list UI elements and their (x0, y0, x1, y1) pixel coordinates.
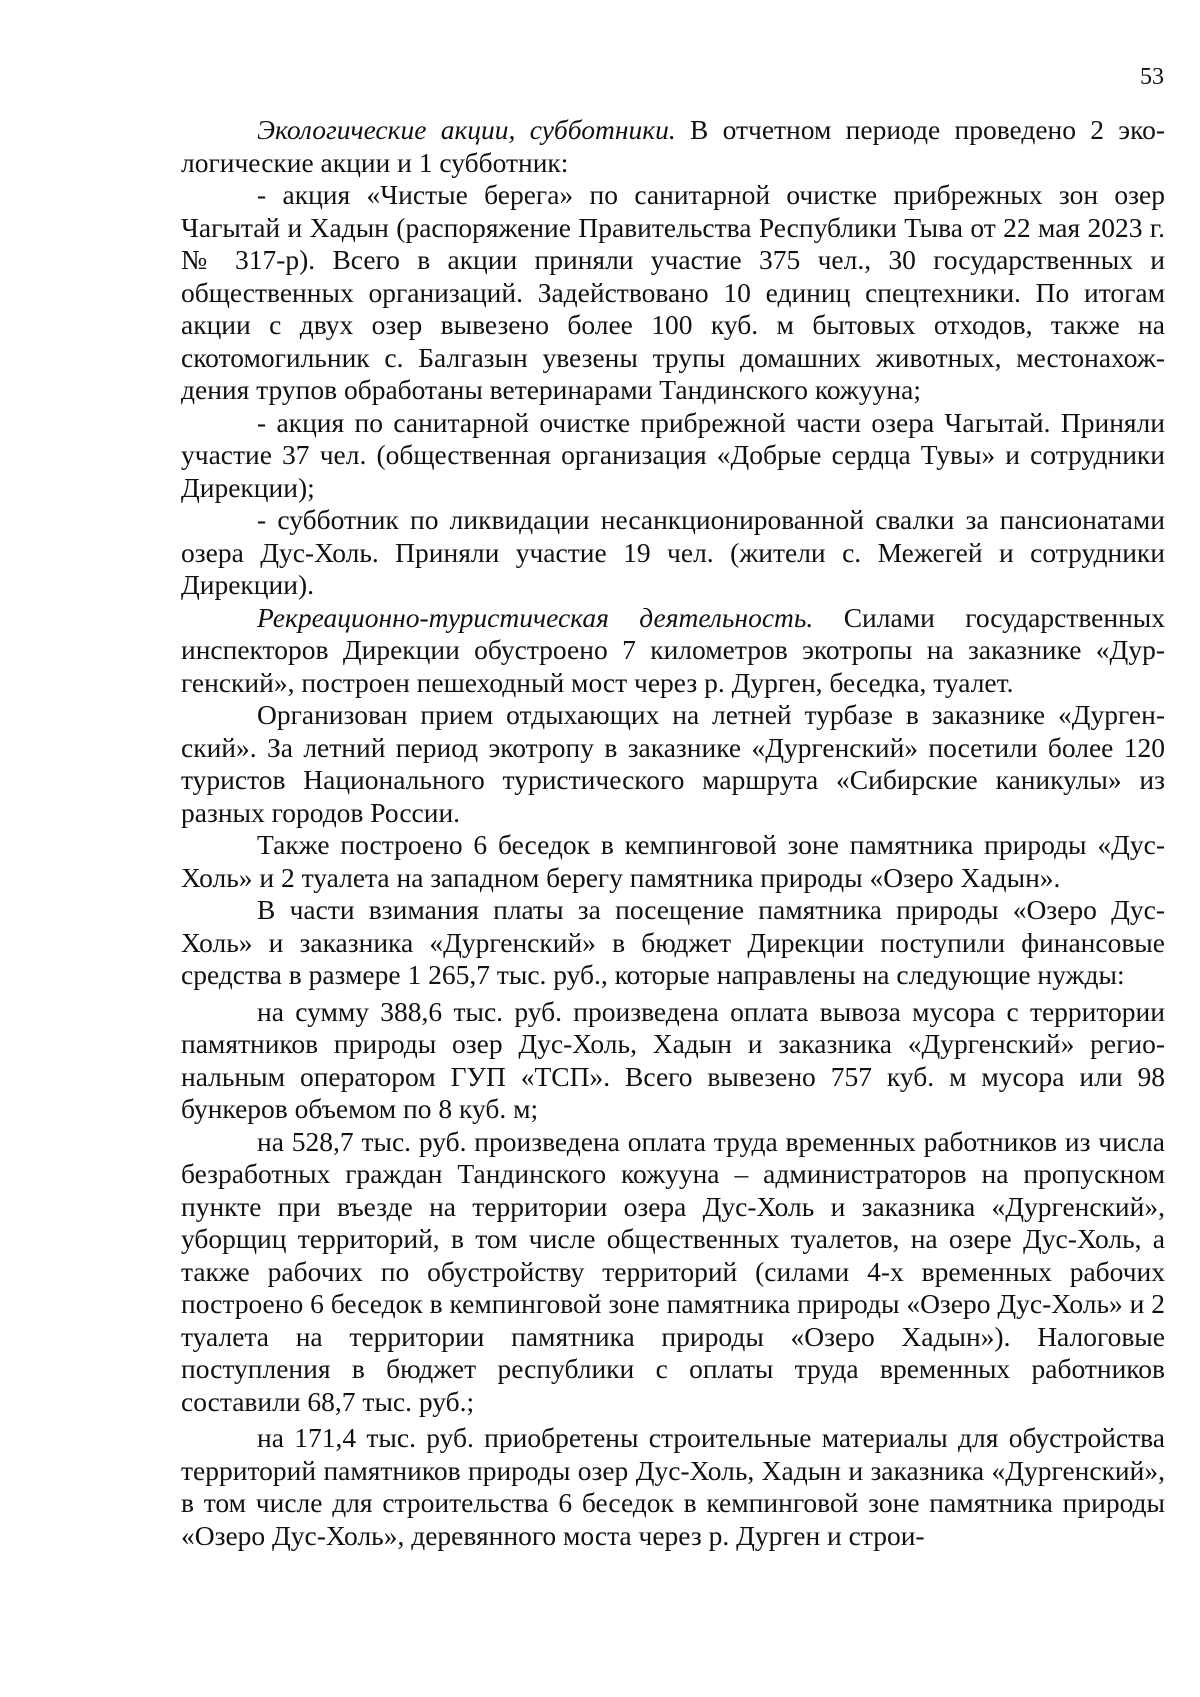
section-lead-recreation: Рекреационно-туристическая деятельность. (257, 601, 814, 633)
paragraph-recreation-tourism (181, 602, 1165, 700)
page-number: 53 (1140, 64, 1164, 90)
paragraph-temporary-workers-payment: на 528,7 тыс. руб. произведена оплата труда временных работников из числа безработных граждан Тандинского кожууна – администраторов на пропускном пункте при въезде на территории озера Дус-Холь и заказника «Дургенский», уборщиц территорий, в том числе общественных туалетов, на озере Дус-Холь, а также рабочих по обустройству территорий (силами 4-х временных рабочих построено 6 беседок в кемпинговой зоне памятника природы «Озеро Дус-Холь» и 2 туалета на территории памятника природы «Озеро Хадын»). Налоговые поступления в бюджет республики с оплаты труда временных работников составили 68,7 тыс. руб.; (181, 1125, 1165, 1417)
paragraph-text: В отчетном периоде проведено 2 экологические акции и 1 субботник: (181, 114, 1165, 178)
paragraph-dus-khol-subbotnik: - субботник по ликвидации несанкционированной свалки за пансионатами озера Дус-Холь. Приняли участие 19 чел. (жители с. Межегей и сотрудники Дирекции). (181, 504, 1165, 600)
paragraph-gazebos-built: Также построено 6 беседок в кемпинговой зоне памятника природы «Дус-Холь» и 2 туалета на западном берегу памятника природы «Озеро Хадын». (181, 829, 1165, 893)
paragraph-clean-shores-action: - акция «Чистые берега» по санитарной очистке прибрежных зон озер Чагытай и Хадын (распоряжение Правительства Республики Тыва от 22 мая 2023 г. № 317-р). Всего в акции приняли участие 375 чел., 30 государственных и общественных организаций. Задействовано 10 единиц спецтехники. По итогам акции с двух озер вывезено более 100 куб. м бытовых отходов, также на скотомогильник с. Балгазын увезены трупы домашних животных, местонахождения трупов обработаны ветеринарами Тандинского кожууна; (181, 179, 1165, 405)
paragraph-turbase-reception: Организован прием отдыхающих на летней турбазе в заказнике «Дургенский». За летний период экотропу в заказнике «Дургенский» посетили более 120 туристов Национального туристического маршрута «Сибирские каникулы» из разных городов России. (181, 699, 1165, 828)
paragraph-eco-actions-intro (181, 114, 1165, 179)
paragraph-building-materials: на 171,4 тыс. руб. приобретены строительные материалы для обустройства территорий памятников природы озер Дус-Холь, Хадын и заказника «Дургенский», в том числе для строительства 6 беседок в кемпинговой зоне памятника природы «Озеро Дус-Холь», деревянного моста через р. Дурген и строи- (181, 1422, 1165, 1551)
section-lead-eco-actions: Экологические акции, субботники. (257, 114, 676, 145)
paragraph-chagytai-action: - акция по санитарной очистке прибрежной части озера Чагытай. Приняли участие 37 чел. (общественная организация «Добрые сердца Тувы» и сотрудники Дирекции); (181, 406, 1165, 503)
document-body (181, 114, 1165, 1552)
paragraph-visit-fees: В части взимания платы за посещение памятника природы «Озеро Дус-Холь» и заказника «Дургенский» в бюджет Дирекции поступили финансовые средства в размере 1 265,7 тыс. руб., которые направлены на следующие нужды: (181, 894, 1165, 990)
paragraph-waste-removal-payment: на сумму 388,6 тыс. руб. произведена оплата вывоза мусора с территории памятников природы озер Дус-Холь, Хадын и заказника «Дургенский» региональным оператором ГУП «ТСП». Всего вывезено 757 куб. м мусора или 98 бункеров объемом по 8 куб. м; (181, 995, 1165, 1124)
paragraph-text: Силами государственных инспекторов Дирекции обустроено 7 километров экотропы на заказнике «Дургенский», построен пешеходный мост через р. Дурген, беседка, туалет. (181, 601, 1166, 698)
